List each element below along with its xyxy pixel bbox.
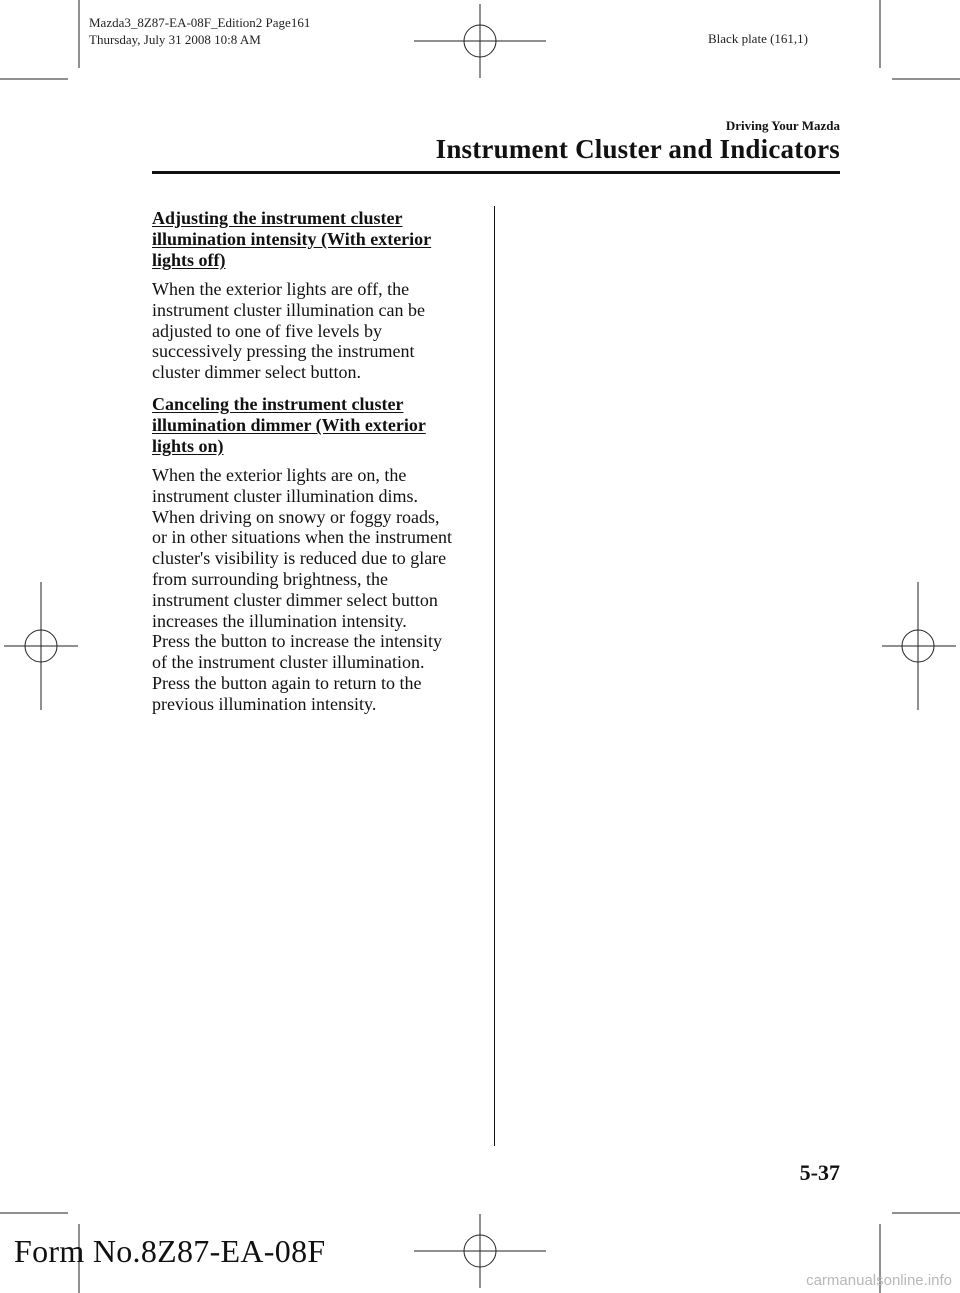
- watermark: carmanualsonline.info: [806, 1272, 952, 1289]
- subheading-canceling: Canceling the instrument cluster illumination dimmer (With exterior lights on): [152, 393, 426, 456]
- section-label: Driving Your Mazda: [725, 118, 840, 133]
- column-divider: [494, 206, 495, 1146]
- print-info-filename: Mazda3_8Z87-EA-08F_Edition2 Page161: [89, 15, 311, 30]
- chapter-title: Instrument Cluster and Indicators: [435, 134, 840, 164]
- header-rule: [152, 171, 840, 174]
- print-info-timestamp: Thursday, July 31 2008 10:8 AM: [89, 32, 261, 47]
- paragraph-adjusting: When the exterior lights are off, the instrument cluster illumination can be adjusted to one of five levels by successively pressing the instrument cluster dimmer select button.: [152, 279, 425, 383]
- left-column: [152, 208, 470, 726]
- print-info: [89, 14, 310, 48]
- page-number: 5-37: [799, 1160, 840, 1185]
- paragraph-canceling: When the exterior lights are on, the instrument cluster illumination dims. When driving on snowy or foggy roads, or in other situations when the instrument cluster's visibility is reduced due to glare from surrounding brightness, the instrument cluster dimmer select button increases the illumination intensity. Press the button to increase the intensity of the instrument cluster illumination. Press the button again to return to the previous illumination intensity.: [152, 464, 452, 714]
- form-number: Form No.8Z87-EA-08F: [14, 1233, 326, 1269]
- plate-label: Black plate (161,1): [708, 31, 808, 46]
- subheading-adjusting: Adjusting the instrument cluster illumination intensity (With exterior lights off): [152, 208, 432, 270]
